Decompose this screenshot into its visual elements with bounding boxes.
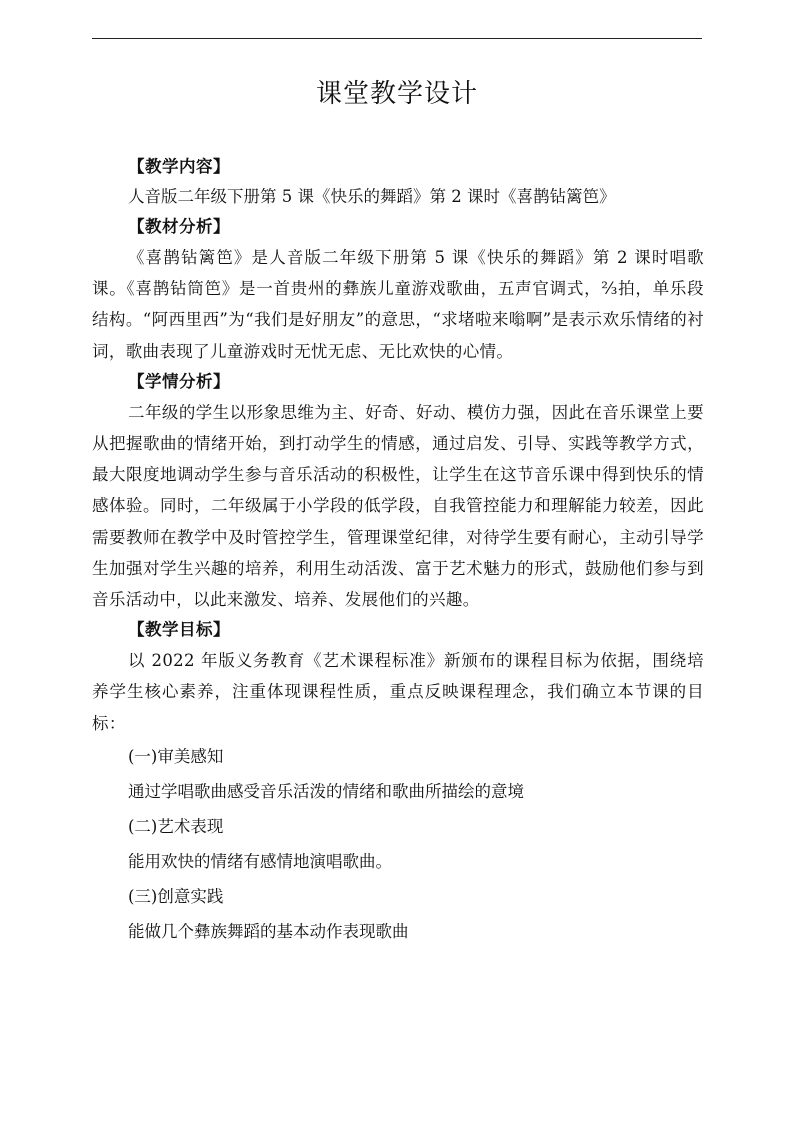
- document-body: [92, 152, 704, 949]
- section-heading-students: 【学情分析】: [128, 371, 230, 391]
- material-analysis-text: 《喜鹊钻篱笆》是人音版二年级下册第 5 课《快乐的舞蹈》第 2 课时唱歌课。《喜鹊钻筒笆》是一首贵州的彝族儿童游戏歌曲，五声官调式，⅔拍，单乐段结构。“阿西里西”为“我们是好朋友”的意思，“求堵啦来嗡啊”是表示欢乐情绪的衬词，歌曲表现了儿童游戏时无忧无虑、无比欢快的心情。: [92, 248, 704, 361]
- content-text: 人音版二年级下册第 5 课《快乐的舞蹈》第 2 课时《喜鹊钻篱笆》: [128, 187, 616, 206]
- goal-text: 能做几个彝族舞蹈的基本动作表现歌曲: [128, 921, 409, 941]
- student-analysis-text: 二年级的学生以形象思维为主、好奇、好动、模仿力强，因此在音乐课堂上要从把握歌曲的情绪开始，到打动学生的情感，通过启发、引导、实践等教学方式，最大限度地调动学生参与音乐活动的积极性，让学生在这节音乐课中得到快乐的情感体验。同时，二年级属于小学段的低学段，自我管控能力和理解能力较差，因此需要教师在教学中及时管控学生，管理课堂纪律，对待学生要有耐心，主动引导学生加强对学生兴趣的培养，利用生动活泼、富于艺术魅力的形式，鼓励他们参与到音乐活动中，以此来激发、培养、发展他们的兴趣。: [92, 402, 704, 610]
- section-heading-content: 【教学内容】: [128, 157, 230, 176]
- section-heading-material: 【教材分析】: [128, 217, 230, 236]
- goal-text: 通过学唱歌曲感受音乐活泼的情绪和歌曲所描绘的意境: [128, 781, 524, 801]
- goal-label: (一)审美感知: [128, 746, 224, 766]
- header-rule: [92, 38, 702, 39]
- goal-text: 能用欢快的情绪有感情地演唱歌曲。: [128, 851, 392, 871]
- goal-label: (二)艺术表现: [128, 816, 224, 836]
- section-heading-goals: 【教学目标】: [128, 620, 230, 640]
- goal-label: (三)创意实践: [128, 886, 224, 906]
- goals-intro-text: 以 2022 年版义务教育《艺术课程标准》新颁布的课程目标为依据，围绕培养学生核心素养，注重体现课程性质，重点反映课程理念，我们确立本节课的目标：: [92, 651, 704, 733]
- page-title: 课堂教学设计: [315, 79, 478, 109]
